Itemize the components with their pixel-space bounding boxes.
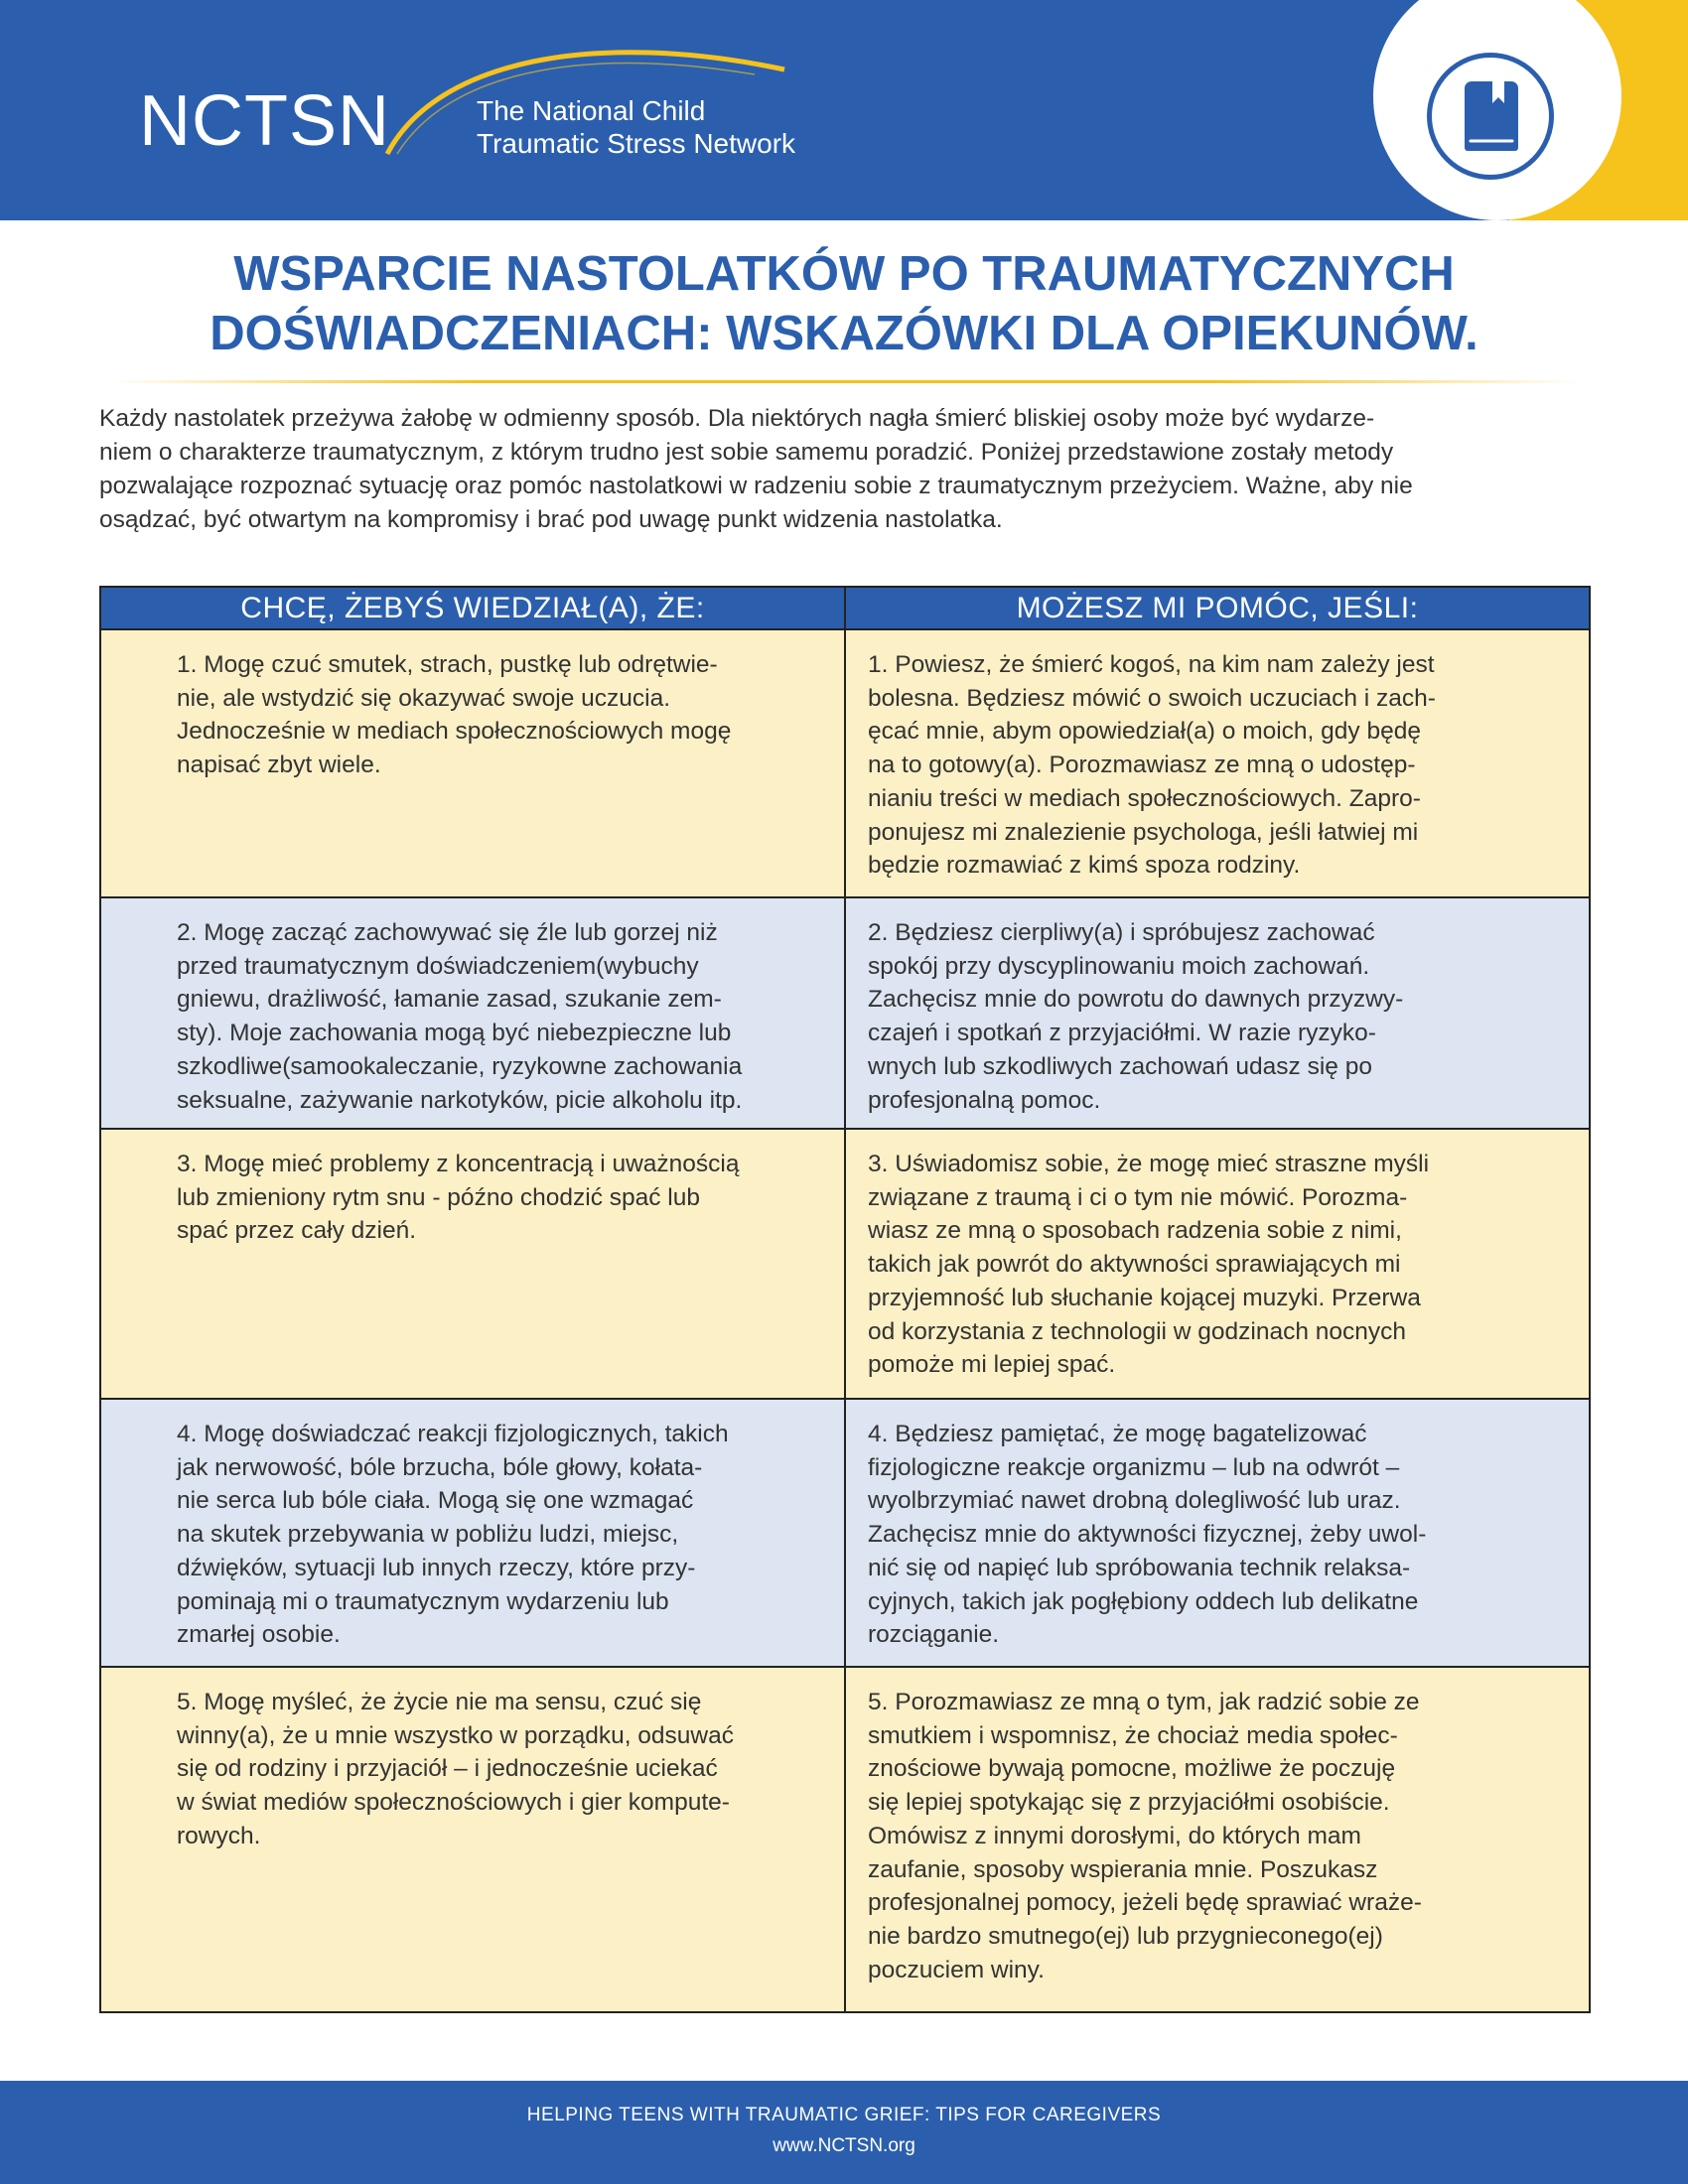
cell-text-line: przyjemność lub słuchanie kojącej muzyki. Przerwa xyxy=(868,1284,1421,1311)
tips-table xyxy=(99,586,1591,2013)
logo-tagline xyxy=(477,94,795,160)
intro-line: Każdy nastolatek przeżywa żałobę w odmienny sposób. Dla niektórych nagła śmierć bliskiej osoby może być wydarze- xyxy=(99,405,1375,432)
cell-text-line: związane z traumą i ci o tym nie mówić. Porozma- xyxy=(868,1183,1408,1211)
cell-text-line: 2. Będziesz cierpliwy(a) i spróbujesz zachować xyxy=(868,919,1375,946)
cell-text-line: nie bardzo smutnego(ej) lub przygnieconego(ej) xyxy=(868,1922,1383,1950)
table-cell-help xyxy=(845,1399,1590,1667)
footer-url: www.NCTSN.org xyxy=(773,2135,915,2156)
table-row xyxy=(100,1399,1590,1667)
cell-text-line: na to gotowy(a). Porozmawiasz ze mną o udostęp- xyxy=(868,751,1416,779)
cell-text-line: cyjnych, takich jak pogłębiony oddech lub delikatne xyxy=(868,1587,1419,1615)
cell-text-line: profesjonalną pomoc. xyxy=(868,1086,1101,1114)
cell-text-line: na skutek przebywania w pobliżu ludzi, miejsc, xyxy=(177,1521,679,1549)
cell-text-line: 4. Będziesz pamiętać, że mogę bagatelizować xyxy=(868,1421,1367,1447)
cell-text-line: rowych. xyxy=(177,1822,261,1849)
cell-text-line: w świat mediów społecznościowych i gier kompute- xyxy=(177,1789,730,1817)
cell-text-line: rozciąganie. xyxy=(868,1621,1000,1649)
intro-line: niem o charakterze traumatycznym, z którym trudno jest sobie samemu poradzić. Poniżej przedstawione zostały metody xyxy=(99,439,1394,466)
cell-text-line: 2. Mogę zacząć zachowywać się źle lub gorzej niż xyxy=(177,919,718,946)
cell-text-line: Zachęcisz mnie do aktywności fizycznej, żeby uwol- xyxy=(868,1521,1427,1549)
cell-text-line: wyolbrzymiać nawet drobną dolegliwość lub uraz. xyxy=(868,1487,1401,1515)
table-row xyxy=(100,1667,1590,2012)
cell-text-line: 1. Powiesz, że śmierć kogoś, na kim nam zależy jest xyxy=(868,651,1435,678)
footer-title: HELPING TEENS WITH TRAUMATIC GRIEF: TIPS FOR CAREGIVERS xyxy=(526,2105,1162,2125)
table-row xyxy=(100,897,1590,1129)
cell-text-line: poczuciem winy. xyxy=(868,1956,1045,1983)
cell-text-line: spokój przy dyscyplinowaniu moich zachowań. xyxy=(868,952,1370,980)
cell-text-line: pomoże mi lepiej spać. xyxy=(868,1351,1116,1379)
cell-text-line: sty). Moje zachowania mogą być niebezpieczne lub xyxy=(177,1020,732,1047)
column-header-right: MOŻESZ MI POMÓC, JEŚLI: xyxy=(845,587,1590,629)
logo-tagline-line2: Traumatic Stress Network xyxy=(477,128,796,159)
table-cell-help xyxy=(845,629,1590,897)
cell-text-line: winny(a), że u mnie wszystko w porządku, odsuwać xyxy=(177,1721,734,1749)
cell-text-line: Omówisz z innymi dorosłymi, do których mam xyxy=(868,1822,1361,1849)
cell-text-line: 5. Porozmawiasz ze mną o tym, jak radzić sobie ze xyxy=(868,1689,1420,1715)
footer-banner xyxy=(0,2081,1688,2184)
cell-text-line: szkodliwe(samookaleczanie, ryzykowne zachowania xyxy=(177,1052,743,1080)
cell-text-line: napisać zbyt wiele. xyxy=(177,751,381,779)
logo-tagline-line1: The National Child xyxy=(477,95,706,126)
header-banner xyxy=(0,0,1688,220)
cell-text-line: takich jak powrót do aktywności sprawiających mi xyxy=(868,1251,1401,1279)
table-cell-feeling xyxy=(100,1129,845,1399)
cell-text-line: od korzystania z technologii w godzinach nocnych xyxy=(868,1317,1407,1345)
table-cell-feeling xyxy=(100,629,845,897)
page-title xyxy=(99,244,1589,363)
table-cell-feeling xyxy=(100,1667,845,2012)
page-title-line1: WSPARCIE NASTOLATKÓW PO TRAUMATYCZNYCH xyxy=(233,247,1455,301)
cell-text-line: ęcać mnie, abym opowiedział(a) o moich, gdy będę xyxy=(868,718,1421,746)
cell-text-line: 5. Mogę myśleć, że życie nie ma sensu, czuć się xyxy=(177,1689,702,1715)
cell-text-line: zmarłej osobie. xyxy=(177,1621,341,1649)
cell-text-line: jak nerwowość, bóle brzucha, bóle głowy, kołata- xyxy=(177,1453,703,1481)
cell-text-line: się od rodziny i przyjaciół – i jednocześnie uciekać xyxy=(177,1755,718,1783)
cell-text-line: fizjologiczne reakcje organizmu – lub na odwrót – xyxy=(868,1453,1400,1481)
cell-text-line: pominają mi o traumatycznym wydarzeniu lub xyxy=(177,1587,669,1615)
cell-text-line: Zachęcisz mnie do powrotu do dawnych przyzwy- xyxy=(868,986,1404,1014)
table-row xyxy=(100,629,1590,897)
table-header-row xyxy=(100,587,1590,629)
table-cell-help xyxy=(845,1667,1590,2012)
cell-text-line: 3. Uświadomisz sobie, że mogę mieć straszne myśli xyxy=(868,1151,1430,1177)
cell-text-line: wiasz ze mną o sposobach radzenia sobie z nimi, xyxy=(868,1217,1402,1245)
cell-text-line: Jednocześnie w mediach społecznościowych mogę xyxy=(177,718,732,746)
cell-text-line: wnych lub szkodliwych zachowań udasz się po xyxy=(868,1052,1372,1080)
cell-text-line: będzie rozmawiać z kimś spoza rodziny. xyxy=(868,852,1301,880)
cell-text-line: nie, ale wstydzić się okazywać swoje uczucia. xyxy=(177,684,671,712)
cell-text-line: czajeń i spotkań z przyjaciółmi. W razie ryzyko- xyxy=(868,1020,1376,1047)
table-cell-feeling xyxy=(100,897,845,1129)
cell-text-line: ponujesz mi znalezienie psychologa, jeśli łatwiej mi xyxy=(868,818,1419,846)
cell-text-line: znościowe bywają pomocne, możliwe że poczuję xyxy=(868,1755,1396,1783)
cell-text-line: dźwięków, sytuacji lub innych rzeczy, które przy- xyxy=(177,1554,696,1581)
cell-text-line: zaufanie, sposoby wspierania mnie. Poszukasz xyxy=(868,1855,1378,1883)
intro-line: pozwalające rozpoznać sytuację oraz pomóc nastolatkowi w radzeniu sobie z traumatycznym przeżyciem. Ważne, aby nie xyxy=(99,473,1413,499)
cell-text-line: seksualne, zażywanie narkotyków, picie alkoholu itp. xyxy=(177,1086,743,1114)
cell-text-line: profesjonalnej pomocy, jeżeli będę sprawiać wraże- xyxy=(868,1889,1422,1917)
cell-text-line: 4. Mogę doświadczać reakcji fizjologicznych, takich xyxy=(177,1421,729,1447)
table-row xyxy=(100,1129,1590,1399)
cell-text-line: 1. Mogę czuć smutek, strach, pustkę lub odrętwie- xyxy=(177,651,718,678)
column-header-left: CHCĘ, ŻEBYŚ WIEDZIAŁ(A), ŻE: xyxy=(100,587,845,629)
intro-paragraph xyxy=(99,402,1589,537)
cell-text-line: 3. Mogę mieć problemy z koncentracją i uważnością xyxy=(177,1151,740,1177)
logo-wordmark: NCTSN xyxy=(139,81,390,161)
cell-text-line: nianiu treści w mediach społecznościowych. Zapro- xyxy=(868,784,1421,812)
cell-text-line: nić się od napięć lub spróbowania technik relaksa- xyxy=(868,1554,1411,1581)
cell-text-line: spać przez cały dzień. xyxy=(177,1217,417,1245)
page-title-line2: DOŚWIADCZENIACH: WSKAZÓWKI DLA OPIEKUNÓW. xyxy=(210,307,1478,360)
table-cell-feeling xyxy=(100,1399,845,1667)
table-cell-help xyxy=(845,1129,1590,1399)
cell-text-line: nie serca lub bóle ciała. Mogą się one wzmagać xyxy=(177,1487,694,1515)
table-body xyxy=(100,629,1590,2012)
cell-text-line: lub zmieniony rytm snu - późno chodzić spać lub xyxy=(177,1183,701,1211)
cell-text-line: smutkiem i wspomnisz, że chociaż media społec- xyxy=(868,1721,1398,1749)
title-divider xyxy=(109,380,1579,383)
cell-text-line: przed traumatycznym doświadczeniem(wybuchy xyxy=(177,952,699,980)
cell-text-line: się lepiej spotykając się z przyjaciółmi osobiście. xyxy=(868,1789,1390,1817)
cell-text-line: gniewu, drażliwość, łamanie zasad, szukanie zem- xyxy=(177,986,722,1014)
book-icon xyxy=(1427,53,1554,180)
intro-line: osądzać, być otwartym na kompromisy i brać pod uwagę punkt widzenia nastolatka. xyxy=(99,506,1003,533)
table-cell-help xyxy=(845,897,1590,1129)
cell-text-line: bolesna. Będziesz mówić o swoich uczuciach i zach- xyxy=(868,684,1436,712)
